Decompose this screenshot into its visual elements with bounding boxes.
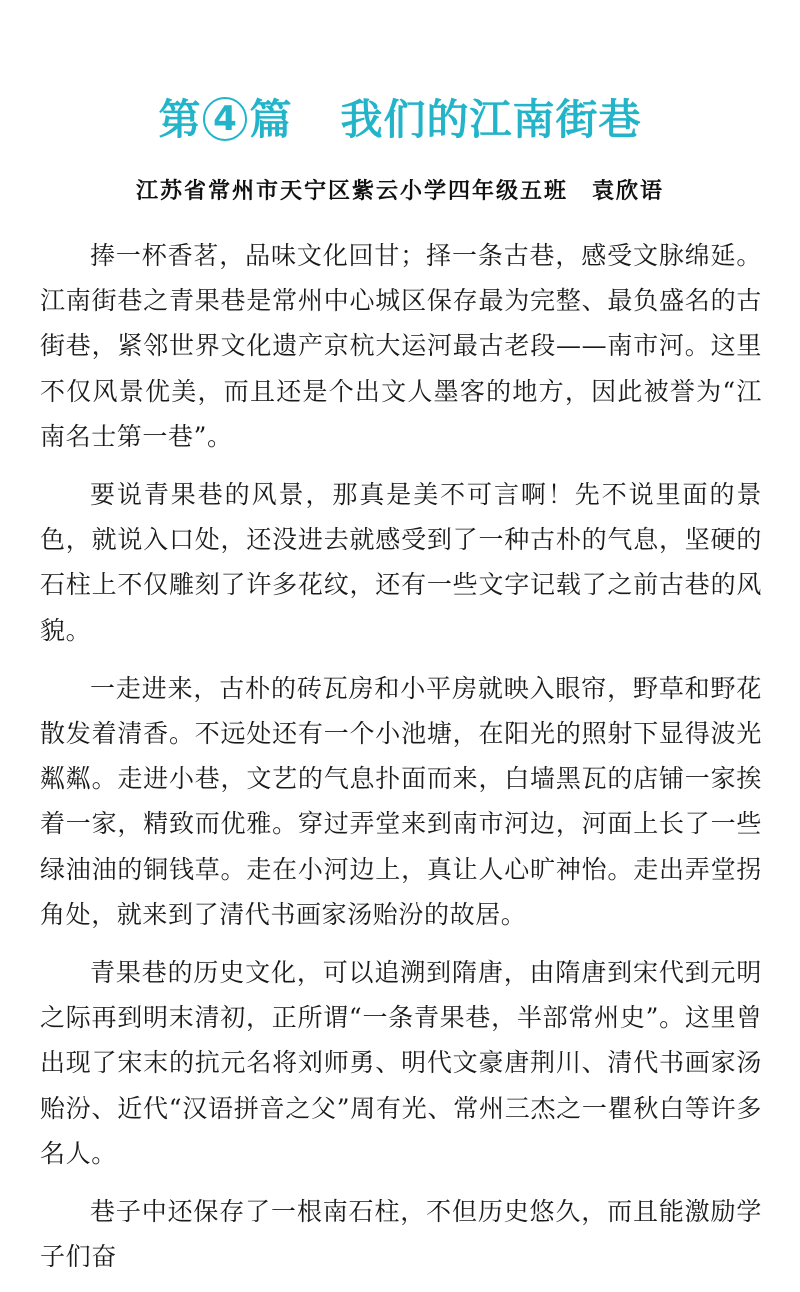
article-title	[0, 92, 800, 148]
paragraph: 要说青果巷的风景，那真是美不可言啊！先不说里面的景色，就说入口处，还没进去就感受到了一种古朴的气息，坚硬的石柱上不仅雕刻了许多花纹，还有一些文字记载了之前古巷的风貌。	[40, 480, 762, 645]
author-school: 江苏省常州市天宁区紫云小学四年级五班	[135, 178, 568, 204]
title-suffix: 篇	[249, 95, 293, 144]
paragraph: 青果巷的历史文化，可以追溯到隋唐，由隋唐到宋代到元明之际再到明末清初，正所谓“一条青果巷，半部常州史”。这里曾出现了宋末的抗元名将刘师勇、明代文豪唐荆川、清代书画家汤贻汾、近代“汉语拼音之父”周有光、常州三杰之一瞿秋白等许多名人。	[40, 958, 762, 1168]
article-body	[40, 233, 762, 1292]
paragraph: 捧一杯香茗，品味文化回甘；择一条古巷，感受文脉绵延。江南街巷之青果巷是常州中心城区保存最为完整、最负盛名的古街巷，紧邻世界文化遗产京杭大运河最古老段——南市河。这里不仅风景优美，而且还是个出文人墨客的地方，因此被誉为“江南名士第一巷”。	[40, 241, 762, 451]
title-prefix: 第	[158, 95, 202, 144]
title-main: 我们的江南街巷	[340, 95, 642, 144]
paragraph: 巷子中还保存了一根南石柱，不但历史悠久，而且能激励学子们奋	[40, 1197, 762, 1272]
author-byline	[0, 176, 800, 206]
title-number-badge: 4	[203, 97, 247, 141]
paragraph: 一走进来，古朴的砖瓦房和小平房就映入眼帘，野草和野花散发着清香。不远处还有一个小池塘，在阳光的照射下显得波光粼粼。走进小巷，文艺的气息扑面而来，白墙黑瓦的店铺一家挨着一家，精致而优雅。穿过弄堂来到南市河边，河面上长了一些绿油油的铜钱草。走在小河边上，真让人心旷神怡。走出弄堂拐角处，就来到了清代书画家汤贻汾的故居。	[40, 673, 762, 929]
author-name: 袁欣语	[592, 178, 665, 204]
